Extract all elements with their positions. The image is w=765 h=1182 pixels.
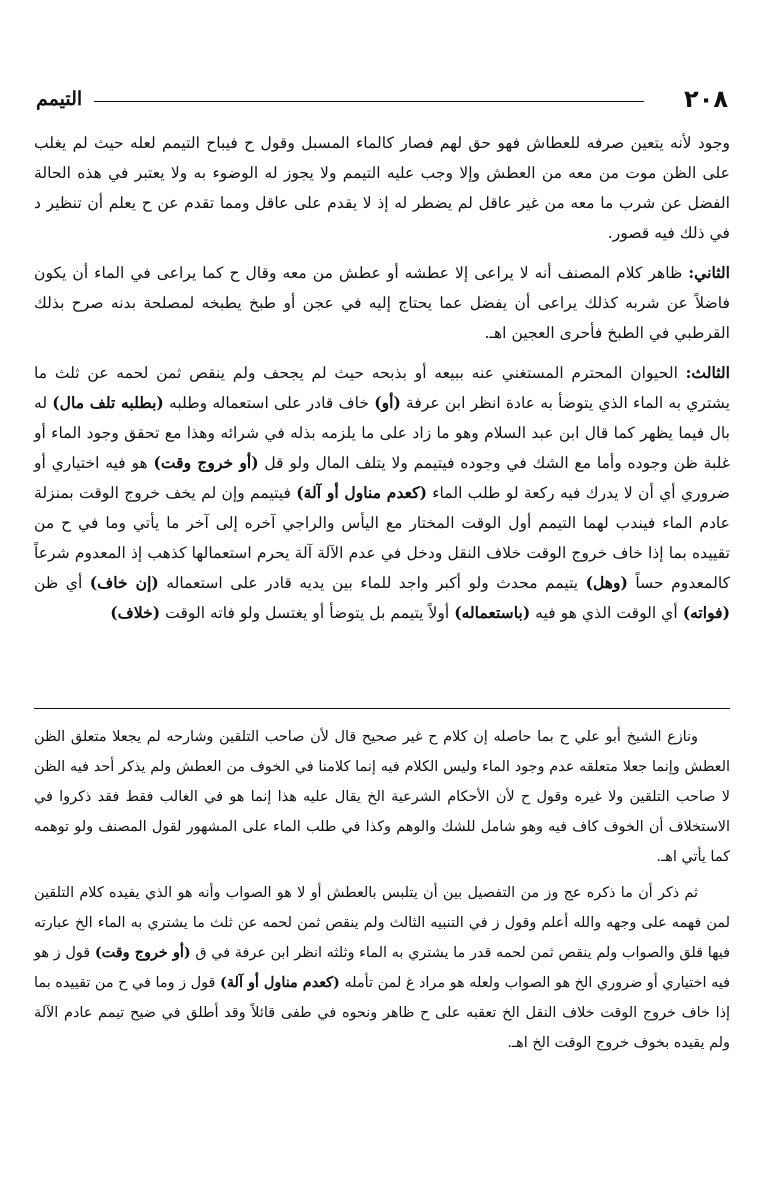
matn-quote: (بطلبه تلف مال) [52, 393, 164, 412]
main-text [34, 128, 730, 628]
paragraph-1: وجود لأنه يتعين صرفه للعطاش فهو حق لهم فصار كالماء المسبل وقول ح فيباح التيمم لعله حيث لم يغلب على الظن موت من معه من العطش وإلا وجب عليه التيمم ولا يجوز له الوضوء به ولا يعتبر في هذه الحالة الفضل عن شرب ما معه من غير عاقل لم يضطر له إذ لا يقدم على عاقل ومما تقدم عن ح يعلم أن تنظير د في ذلك فيه قصور. [34, 134, 730, 242]
text-segment: أي الوقت الذي هو فيه [530, 604, 683, 622]
matn-quote: (إن خاف) [89, 573, 159, 592]
text-segment: فيتيمم وإن لم يخف خروج الوقت بمنزلة عادم الماء فيندب لهما التيمم أول الوقت المختار مع اليأس والراجي آخره إلى آخر ما يأتي وما في ح من تقييده بما إذا خاف خروج الوقت خلاف النقل ودخل في عدم الآلة آلة يحرم استعمالها كذهب إذ المعدوم شرعاً كالمعدوم حساً [34, 484, 730, 592]
text-segment: خاف قادر على استعماله وطلبه [163, 394, 375, 412]
paragraph-2-text: ظاهر كلام المصنف أنه لا يراعى إلا عطشه أو عطش من معه وقال ح كما يراعى في الماء أن يكون فاضلاً عن شربه كذلك يراعى أن يفضل عما يحتاج إليه في عجن أو طبخ يطبخه لمصلحة بدنه صرح بذلك القرطبي في الطبخ فأحرى العجين اهـ. [34, 264, 730, 342]
text-segment: أولاً يتيمم بل يتوضأ أو يغتسل ولو فاته الوقت [160, 604, 455, 622]
text-segment: قول ز وما في ح من تقييده بما إذا خاف خروج الوقت خلاف النقل الخ تعقبه على ح ظاهر ونحوه في طفى قائلاً وقد أطلق في ضيح تيمم عادم الآلة ولم يقيده بخوف خروج الوقت الخ اهـ. [34, 975, 730, 1051]
note-heading-third: الثالث: [685, 363, 730, 382]
note-paragraph-1: ونازع الشيخ أبو علي ح بما حاصله إن كلام ح غير صحيح قال لأن صاحب التلقين وشارحه لم يجعلا متعلق الظن العطش وإنما جعلا متعلقه عدم وجود الماء وليس الكلام فيه إنما كلامنا في الخوف من العطش ولم يذكر أحد فيه الظن لا صاحب التلقين ولا غيره وقول ح لأن الأحكام الشرعية الخ يقال عليه هذا إنما هو في الغالب فقط فقد ذكروا في الاستخلاف أن الخوف كاف فيه وهو شامل للشك والوهم وكذا في طلب الماء على المشهور لقول المصنف ولو توهمه كما يأتي اهـ. [34, 729, 730, 865]
matn-quote: (خلاف) [110, 603, 161, 622]
note-heading-second: الثاني: [688, 263, 730, 282]
paragraph-third-note [34, 358, 730, 628]
header-rule [94, 101, 644, 102]
matn-quote: (كعدم مناول أو آلة) [296, 483, 427, 502]
text-segment: ثم ذكر أن ما ذكره عج وز من التفصيل بين أن يتلبس بالعطش أو لا هو الصواب وأنه هو الذي يفيده كلام التلقين لمن فهمه على وجهه والله أعلم وقول ز في التنبيه الثالث ولم ينقص ثمن لحمه عن ثلث ما يشتري به الماء الخ عبارته فيها قلق والصواب ولم ينقص ثمن لحمه قدر ما يشتري به الماء وثلثه انظر ابن عرفة في ق [34, 885, 730, 961]
matn-quote: (أو) [374, 393, 401, 412]
note-paragraph-2 [34, 878, 730, 1058]
marginal-notes [34, 722, 730, 1058]
text-segment: قول ز هو فيه اختياري أو ضروري الخ هو الصواب ولعله هو مراد غ لمن تأمله [34, 945, 731, 991]
page-header [36, 84, 728, 114]
matn-quote: (وهل) [585, 573, 628, 592]
paragraph-second-note [34, 258, 730, 348]
text-segment: هو فيه اختياري أو ضروري أي أن لا يدرك فيه ركعة لو طلب الماء [34, 454, 730, 502]
footnote-separator [34, 708, 730, 709]
matn-quote: (باستعماله) [454, 603, 531, 622]
matn-quote: (كعدم مناول أو آلة) [220, 974, 340, 991]
matn-quote: (أو خروج وقت) [94, 944, 191, 961]
text-segment: له بال فيما يظهر كما قال ابن عبد السلام وهو ما زاد على ما يلزمه بذله في شرائه وهذا مع تحقق وجود الماء أو غلبة ظن وجوده وأما مع الشك في وجوده فيتيمم ولا يتلف المال ولو قل [34, 394, 730, 472]
text-segment: يتيمم محدث ولو أكبر واجد للماء بين يديه قادر على استعماله [158, 574, 586, 592]
text-segment: أي ظن [34, 574, 90, 592]
text-segment: الحيوان المحترم المستغني عنه ببيعه أو بذبحه حيث لم يجحف ولم ينقص ثمن لحمه عن ثلث ما يشتري به الماء الذي يتوضأ به عادة انظر ابن عرفة [34, 364, 730, 412]
matn-quote: (أو خروج وقت) [153, 453, 259, 472]
page-number: ٢٠٨ [684, 85, 728, 113]
matn-quote: (فواته) [682, 603, 730, 622]
running-title: التيمم [36, 88, 83, 110]
